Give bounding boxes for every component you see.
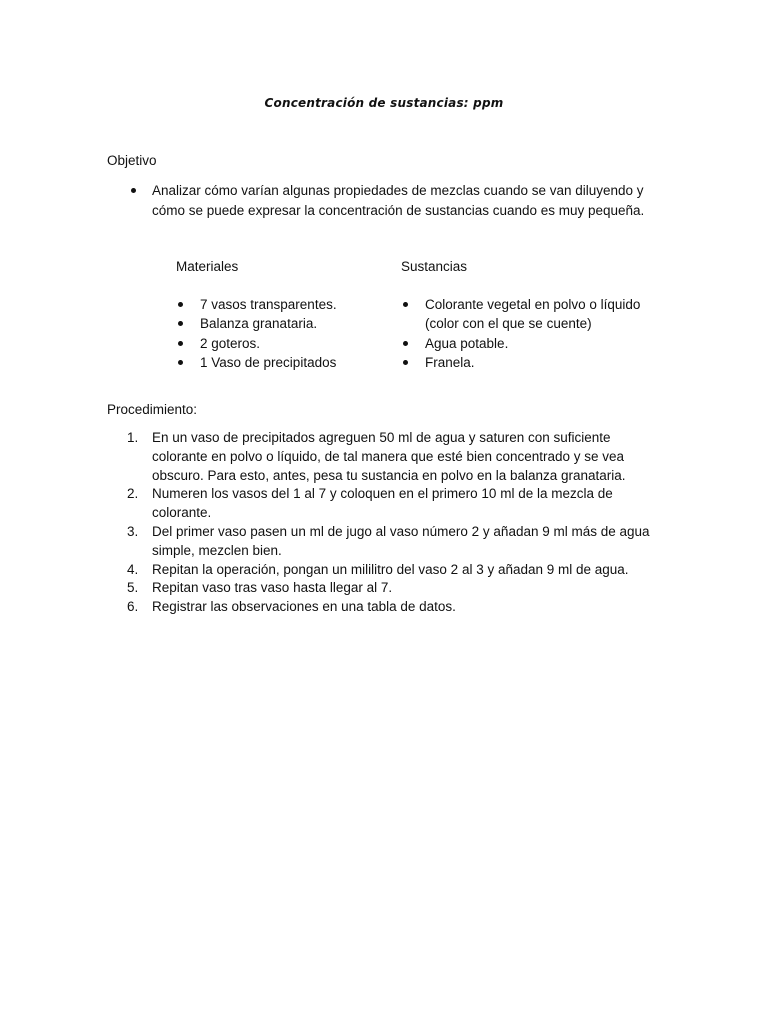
- step-text: Numeren los vasos del 1 al 7 y coloquen en el primero 10 ml de la mezcla de colorante.: [152, 486, 613, 521]
- bullet-icon: [178, 341, 183, 346]
- step-number: 5.: [127, 580, 139, 596]
- bullet-icon: [403, 302, 408, 307]
- procedure-steps: [107, 429, 667, 617]
- list-item: [380, 295, 676, 334]
- material-text: 1 Vaso de precipitados: [200, 354, 337, 370]
- bullet-icon: [178, 302, 183, 307]
- list-item: [155, 334, 391, 353]
- material-text: 2 goteros.: [200, 335, 261, 351]
- procedure-step: [107, 579, 667, 598]
- step-number: 3.: [127, 523, 139, 539]
- step-number: 2.: [127, 486, 139, 502]
- objective-heading: Objetivo: [107, 153, 157, 168]
- step-number: 6.: [127, 599, 139, 615]
- procedure-step: [107, 598, 667, 617]
- step-number: 4.: [127, 561, 139, 577]
- step-text: Repitan vaso tras vaso hasta llegar al 7.: [152, 580, 393, 596]
- substances-column: [401, 258, 676, 372]
- list-item: [155, 314, 391, 333]
- objective-list: [107, 181, 667, 220]
- substances-heading: Sustancias: [401, 259, 468, 274]
- step-text: Del primer vaso pasen un ml de jugo al vaso número 2 y añadan 9 ml más de agua simple, mezclen bien.: [152, 523, 650, 558]
- list-item: [380, 334, 676, 353]
- materials-column: [176, 258, 391, 372]
- procedure-step: [107, 561, 667, 580]
- procedure-step: [107, 485, 667, 523]
- objective-item-text: Analizar cómo varían algunas propiedades de mezclas cuando se van diluyendo y cómo se puede expresar la concentración de sustancias cuando es muy pequeña.: [152, 183, 645, 218]
- materials-list: [155, 295, 391, 372]
- list-item: [155, 353, 391, 372]
- substances-list: [380, 295, 676, 372]
- objective-item: [107, 181, 667, 220]
- material-text: Balanza granataria.: [200, 316, 318, 332]
- substance-text: Agua potable.: [425, 335, 509, 351]
- procedure-step: [107, 523, 667, 561]
- step-text: Registrar las observaciones en una tabla de datos.: [152, 599, 456, 615]
- bullet-icon: [178, 360, 183, 365]
- step-text: Repitan la operación, pongan un mililitro del vaso 2 al 3 y añadan 9 ml de agua.: [152, 561, 629, 577]
- step-number: 1.: [127, 430, 139, 445]
- procedure-step: [107, 429, 667, 485]
- materials-heading: Materiales: [176, 259, 239, 274]
- document-title: Concentración de sustancias: ppm: [264, 96, 504, 110]
- procedure-heading: Procedimiento:: [107, 402, 198, 417]
- list-item: [155, 295, 391, 314]
- list-item: [380, 353, 676, 372]
- substance-text: Franela.: [425, 354, 475, 370]
- bullet-icon: [403, 360, 408, 365]
- material-text: 7 vasos transparentes.: [200, 297, 337, 312]
- substance-text: Colorante vegetal en polvo o líquido (color con el que se cuente): [425, 297, 641, 332]
- bullet-icon: [131, 188, 136, 193]
- bullet-icon: [403, 341, 408, 346]
- bullet-icon: [178, 321, 183, 326]
- step-text: En un vaso de precipitados agreguen 50 ml de agua y saturen con suficiente colorante en polvo o líquido, de tal manera que esté bien concentrado y se vea obscuro. Para esto, antes, pesa tu sustancia en polvo en la balanza granataria.: [152, 430, 626, 483]
